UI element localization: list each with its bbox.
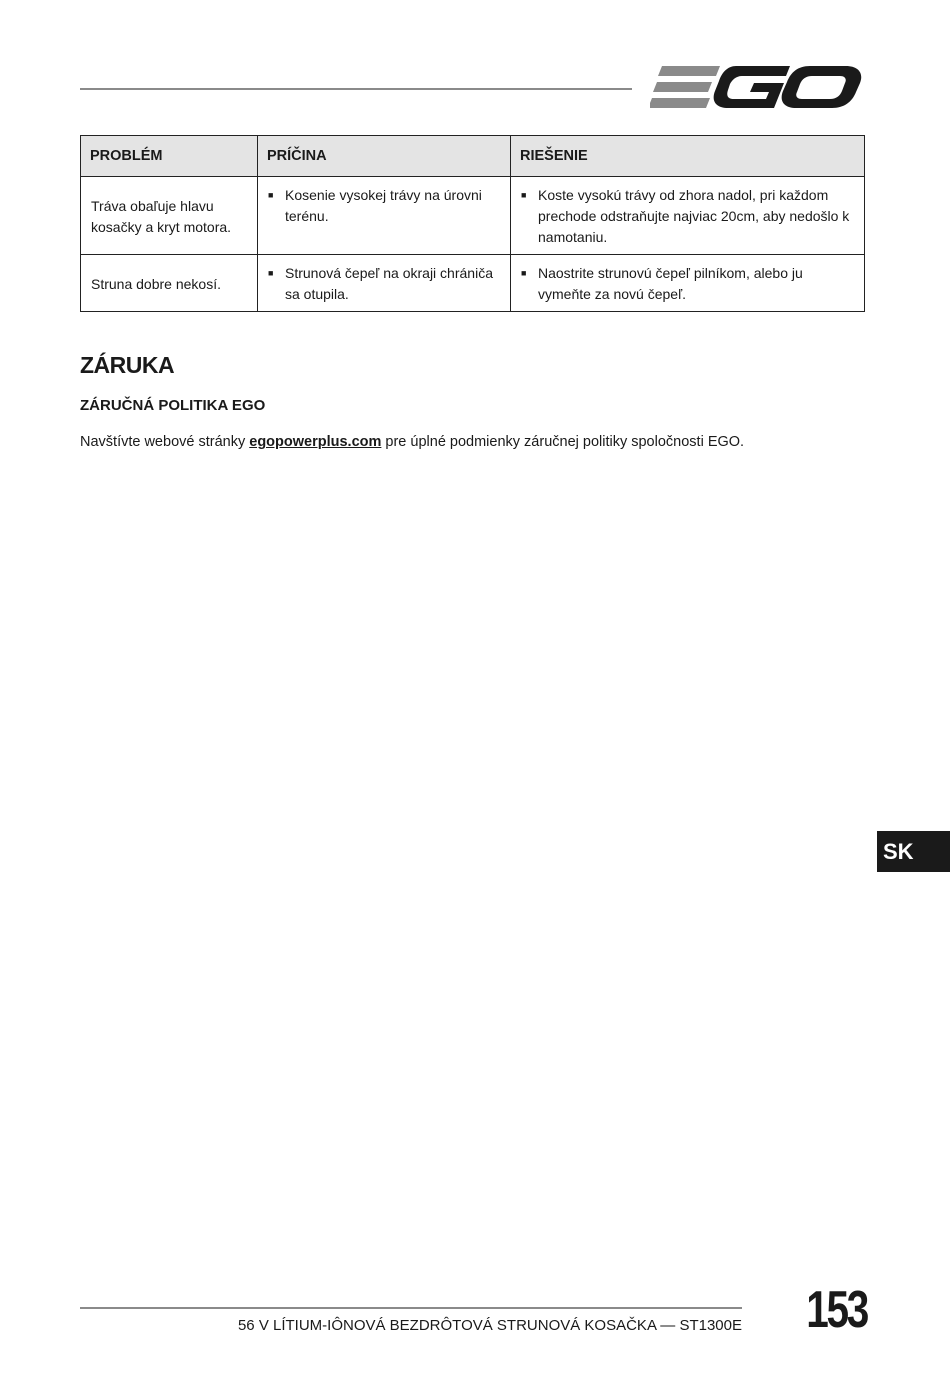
warranty-text-after: pre úplné podmienky záručnej politiky spoločnosti EGO. xyxy=(381,434,745,450)
problem-cell: Struna dobre nekosí. xyxy=(81,255,258,312)
ego-logo xyxy=(650,62,862,114)
solution-cell xyxy=(511,255,865,312)
header-rule xyxy=(80,88,632,90)
column-header-problem: PROBLÉM xyxy=(81,136,258,177)
subsection-title-warranty-policy: ZÁRUČNÁ POLITIKA EGO xyxy=(80,397,266,414)
solution-text: Koste vysokú trávy od zhora nadol, pri každom prechode odstraňujte najviac 20cm, aby nedošlo k namotaniu. xyxy=(538,187,850,245)
logo-letter-o xyxy=(782,66,862,108)
cause-text: Kosenie vysokej trávy na úrovni terénu. xyxy=(285,187,482,224)
solution-bullet-item xyxy=(521,185,854,248)
table-header-row xyxy=(81,136,865,177)
problem-cell: Tráva obaľuje hlavu kosačky a kryt motora. xyxy=(81,177,258,255)
footer-rule xyxy=(80,1307,742,1309)
square-bullet-icon: ■ xyxy=(268,268,274,278)
language-tab: SK xyxy=(877,831,950,872)
footer-product-title: 56 V LÍTIUM-IÔNOVÁ BEZDRÔTOVÁ STRUNOVÁ KOSAČKA — ST1300E xyxy=(237,1317,742,1334)
column-header-solution: RIEŠENIE xyxy=(511,136,865,177)
warranty-paragraph xyxy=(80,434,744,450)
square-bullet-icon: ■ xyxy=(268,190,274,200)
section-title-warranty: ZÁRUKA xyxy=(80,352,175,378)
square-bullet-icon: ■ xyxy=(521,268,527,278)
solution-bullet-item xyxy=(521,263,854,305)
logo-letter-e xyxy=(650,66,720,108)
table-row xyxy=(81,255,865,312)
square-bullet-icon: ■ xyxy=(521,190,527,200)
page-number: 153 xyxy=(806,1281,867,1339)
cause-bullet-item xyxy=(268,185,500,227)
solution-cell xyxy=(511,177,865,255)
troubleshooting-table xyxy=(80,135,865,312)
solution-text: Naostrite strunovú čepeľ pilníkom, alebo ju vymeňte za novú čepeľ. xyxy=(538,265,803,302)
warranty-text-before: Navštívte webové stránky xyxy=(80,434,250,450)
cause-bullet-item xyxy=(268,263,500,305)
logo-letter-g xyxy=(714,66,790,108)
cause-text: Strunová čepeľ na okraji chrániča sa otupila. xyxy=(285,265,493,302)
column-header-cause: PRÍČINA xyxy=(258,136,511,177)
website-link[interactable]: egopowerplus.com xyxy=(249,434,382,450)
cause-cell xyxy=(258,177,511,255)
table-row xyxy=(81,177,865,255)
cause-cell xyxy=(258,255,511,312)
